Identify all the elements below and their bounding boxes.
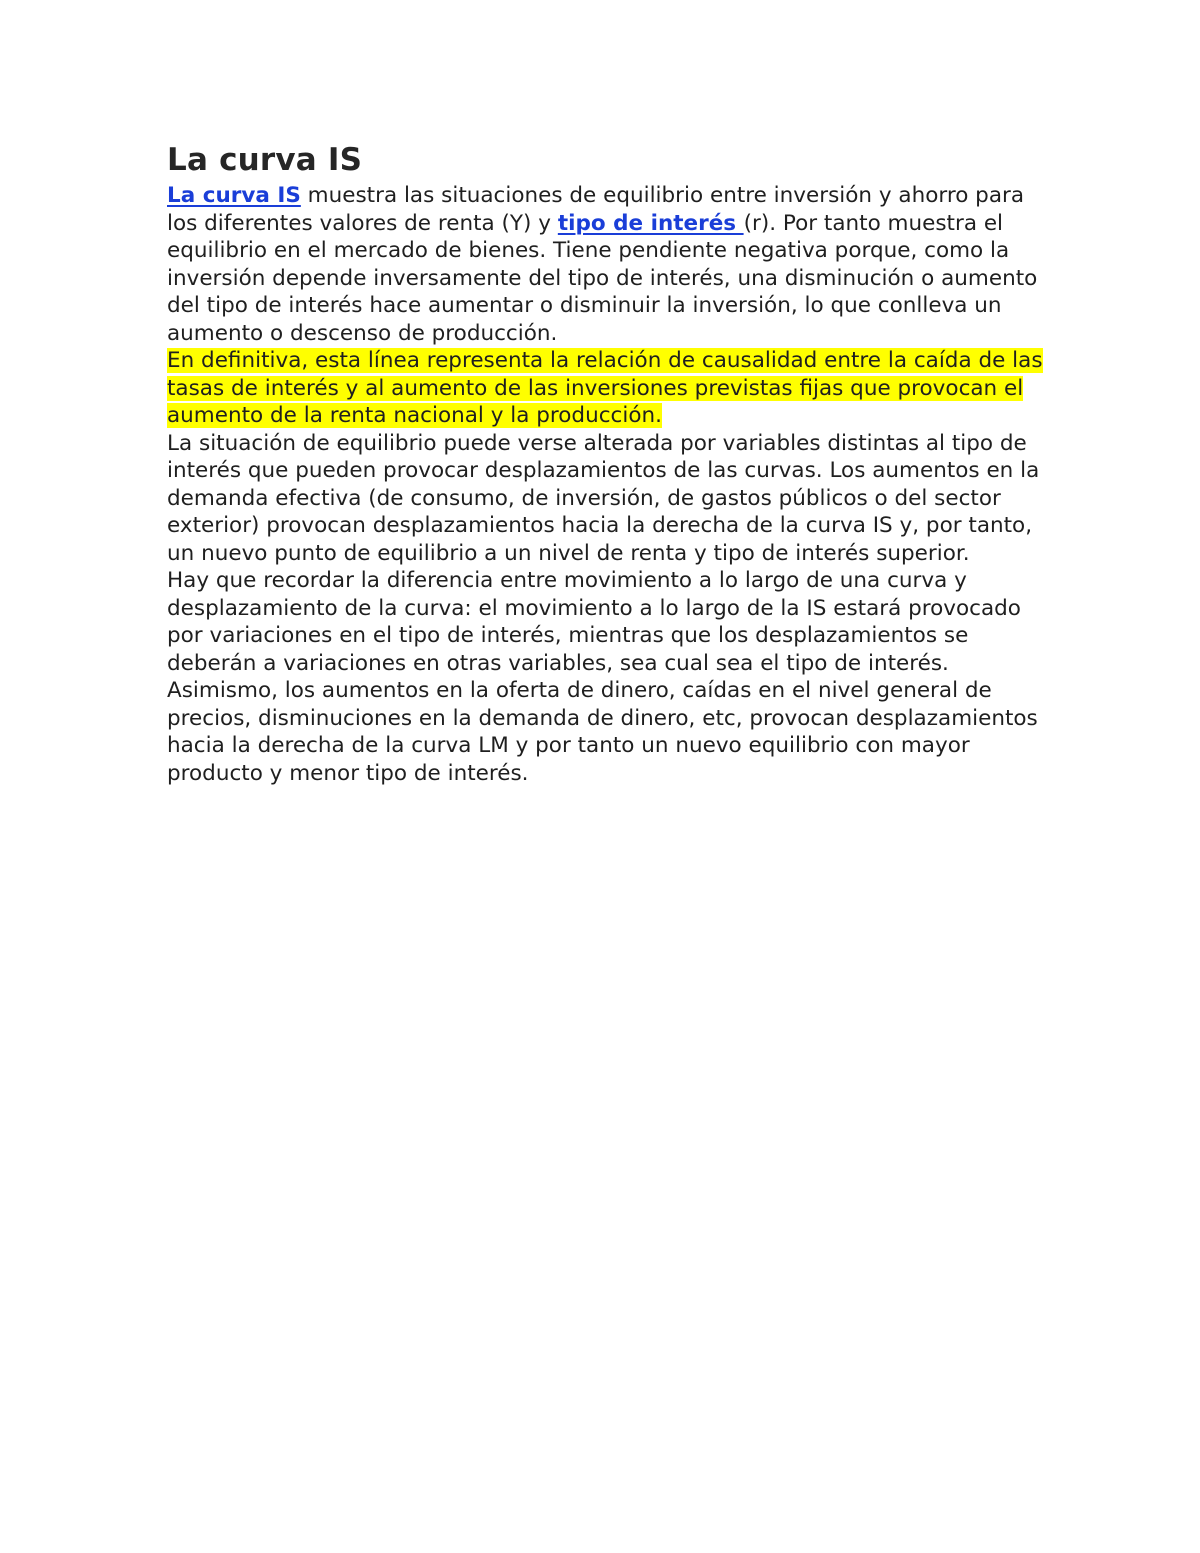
highlighted-text: En definitiva, esta línea representa la relación de causalidad entre la caída de las tasas de interés y al aumento de las inversiones previstas fijas que provocan el aumento de la renta nacional y la producción. <box>167 348 1043 428</box>
link-tipo-de-interes[interactable]: tipo de interés <box>557 210 744 236</box>
link-la-curva-is[interactable]: La curva IS <box>167 183 301 208</box>
paragraph-lm-shift: Asimismo, los aumentos en la oferta de dinero, caídas en el nivel general de precios, disminuciones en la demanda de dinero, etc, provocan desplazamientos hacia la derecha de la curva LM y por tanto un nuevo equilibrio con mayor producto y menor tipo de interés. <box>167 678 1038 786</box>
page-title: La curva IS <box>167 142 363 178</box>
paragraph-highlighted <box>167 347 1047 430</box>
paragraph-equilibrium-shift: La situación de equilibrio puede verse alterada por variables distintas al tipo de interés que pueden provocar desplazamientos de las curvas. Los aumentos en la demanda efectiva (de consumo, de inversión, de gastos públicos o del sector exterior) provocan desplazamientos hacia la derecha de la curva IS y, por tanto, un nuevo punto de equilibrio a un nivel de renta y tipo de interés superior. <box>167 430 1040 566</box>
paragraph-definition <box>167 182 1047 347</box>
paragraph-text: (r). Por tanto muestra el equilibrio en el mercado de bienes. Tiene pendiente negativa porque, como la inversión depende inversamente del tipo de interés, una disminución o aumento del tipo de interés hace aumentar o disminuir la inversión, lo que conlleva un aumento o descenso de producción. <box>167 210 1038 346</box>
document-page <box>167 138 1047 787</box>
paragraph-movement-vs-shift: Hay que recordar la diferencia entre movimiento a lo largo de una curva y desplazamiento de la curva: el movimiento a lo largo de la IS estará provocado por variaciones en el tipo de interés, mientras que los desplazamientos se deberán a variaciones en otras variables, sea cual sea el tipo de interés. <box>167 568 1021 676</box>
paragraph-text: muestra las situaciones de equilibrio entre inversión y ahorro para los diferentes valores de renta (Y) y <box>167 183 1025 236</box>
